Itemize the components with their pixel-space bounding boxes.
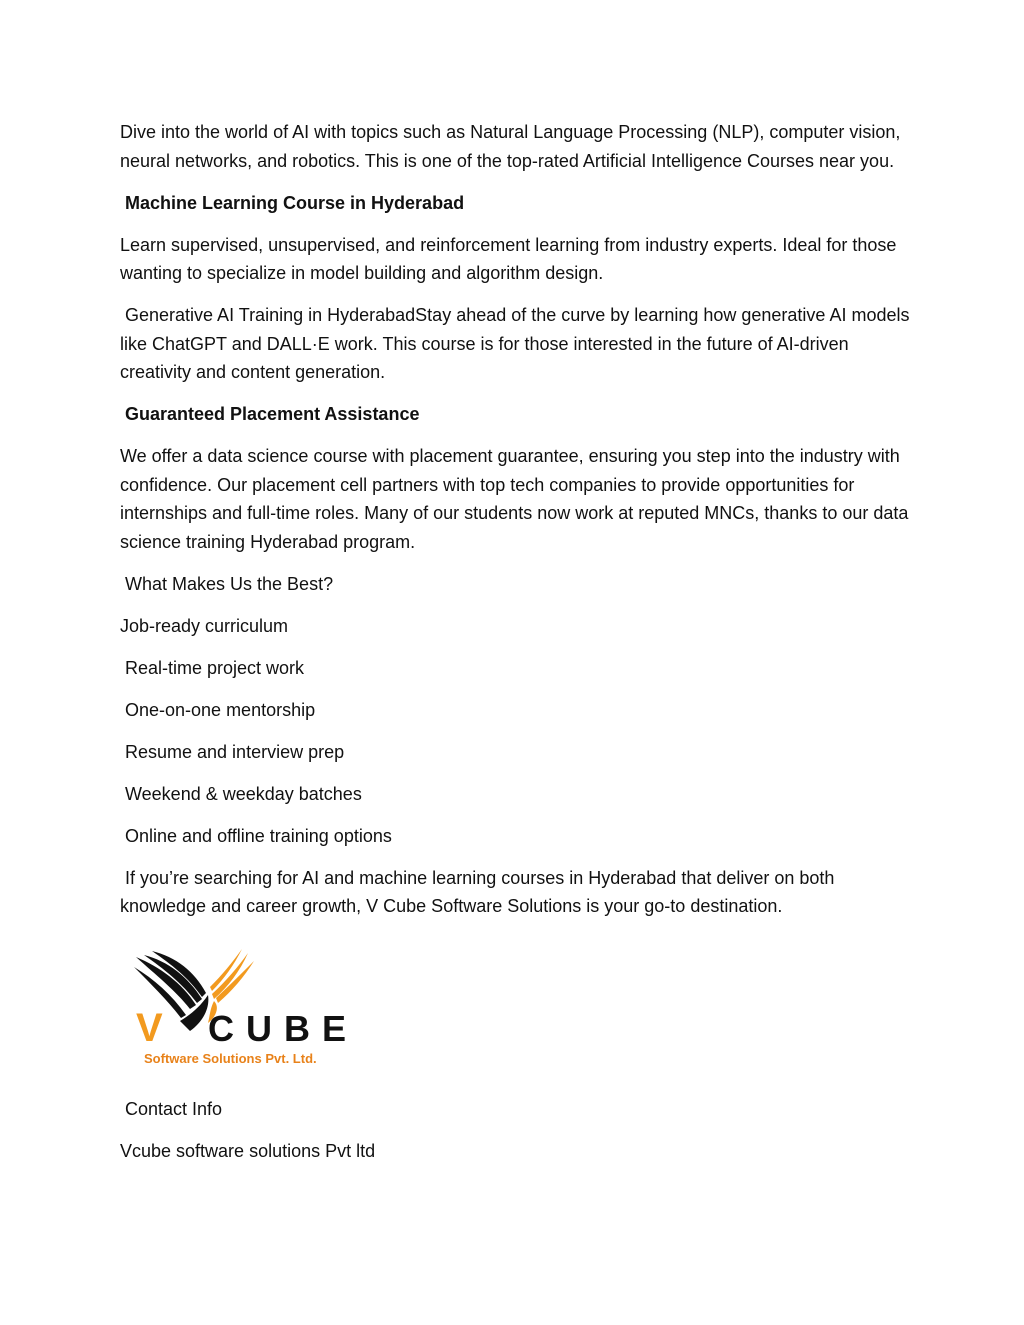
feature-item: Job-ready curriculum — [120, 615, 289, 636]
heading-best: What Makes Us the Best? — [125, 573, 334, 594]
vcube-logo-graphic — [130, 947, 360, 1072]
logo-tagline: Software Solutions Pvt. Ltd. — [144, 1050, 317, 1066]
contact-heading: Contact Info — [125, 1098, 223, 1119]
feature-item: One-on-one mentorship — [125, 699, 316, 720]
closing-paragraph: If you’re searching for AI and machine learning courses in Hyderabad that deliver on both knowledge and career growth, V Cube Software Solutions is your go-to destination. — [120, 867, 835, 916]
feature-item: Resume and interview prep — [125, 741, 345, 762]
logo-letter-v: V — [136, 1005, 163, 1050]
placement-paragraph: We offer a data science course with placement guarantee, ensuring you step into the industry with confidence. Our placement cell partners with top tech companies to provide opportunities for internships and full-time roles. Many of our students now work at reputed MNCs, thanks to our data science training Hyderabad program. — [120, 446, 909, 552]
feature-item: Weekend & weekday batches — [125, 783, 362, 804]
logo-word-cube: CUBE — [208, 1007, 359, 1049]
generative-ai-paragraph: Generative AI Training in HyderabadStay ahead of the curve by learning how generative AI models like ChatGPT and DALL·E work. This course is for those interested in the future of AI-driven creativity and content generation. — [120, 305, 910, 382]
heading-machine-learning: Machine Learning Course in Hyderabad — [125, 192, 465, 213]
intro-paragraph: Dive into the world of AI with topics such as Natural Language Processing (NLP), computer vision, neural networks, and robotics. This is one of the top-rated Artificial Intelligence Courses near you. — [120, 122, 901, 171]
document-body — [120, 118, 910, 1165]
machine-learning-paragraph: Learn supervised, unsupervised, and reinforcement learning from industry experts. Ideal for those wanting to specialize in model building and algorithm design. — [120, 234, 897, 283]
feature-item: Real-time project work — [125, 657, 305, 678]
vcube-logo — [120, 947, 360, 1077]
heading-placement: Guaranteed Placement Assistance — [125, 404, 420, 424]
feature-item: Online and offline training options — [125, 825, 392, 846]
contact-company: Vcube software solutions Pvt ltd — [120, 1140, 376, 1161]
